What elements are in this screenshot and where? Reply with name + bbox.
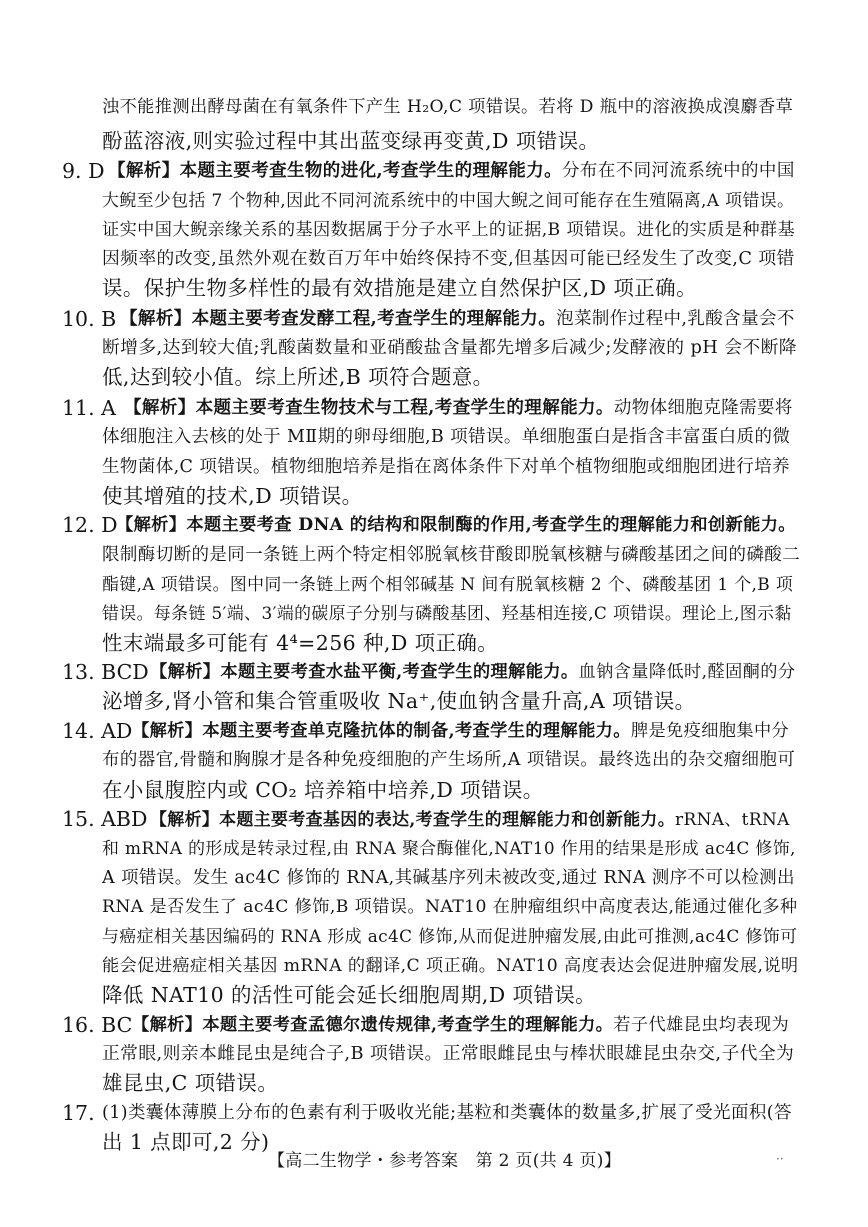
q12-line-1 (116, 510, 796, 540)
q9-line-2: 大鲵至少包括 7 个物种,因此不同河流系统中的中国大鲵之间可能存在生殖隔离,A 项错误。 (102, 190, 795, 210)
q16-line-1 (132, 1010, 789, 1040)
q15-line-2: 和 mRNA 的形成是转录过程,由 RNA 聚合酶催化,NAT10 作用的结果是形成 ac4C 修饰, (102, 838, 796, 858)
q11-number: 11. A (62, 396, 116, 420)
q16-text-1: 若子代雄昆虫均表现为 (613, 1015, 790, 1035)
q12-tag: 【解析】 (116, 515, 187, 535)
intro-line-1: 浊不能推测出酵母菌在有氧条件下产生 H₂O,C 项错误。若将 D 瓶中的溶液换成溴麝香草 (102, 97, 794, 117)
q15-number: 15. ABD (62, 807, 148, 831)
q15-line-7: 降低 NAT10 的活性可能会延长细胞周期,D 项错误。 (102, 983, 597, 1007)
q11-line-1 (124, 393, 793, 423)
q17-number: 17. (62, 1101, 95, 1125)
q9-line-4: 因频率的改变,虽然外观在数百万年中始终保持不变,但基因可能已经发生了改变,C 项错 (102, 248, 795, 269)
footer-dots: ·· (776, 1152, 784, 1166)
q13-lead: 本题主要考查水盐平衡,考查学生的理解能力。 (220, 662, 579, 682)
q10-text-1: 泡菜制作过程中,乳酸含量会不 (556, 309, 795, 329)
q10-number: 10. B (62, 307, 117, 331)
q12-line-2: 限制酶切断的是同一条链上两个特定相邻脱氧核苷酸即脱氧核糖与磷酸基团之间的磷酸二 (102, 545, 801, 565)
page-footer: 【高二生物学・参考答案 第 2 页(共 4 页)】 (268, 1151, 622, 1171)
q9-lead: 本题主要考查生物的进化,考查学生的理解能力。 (179, 161, 563, 181)
q16-tag: 【解析】 (132, 1015, 203, 1035)
q12-lead: 本题主要考查 DNA 的结构和限制酶的作用,考查学生的理解能力和创新能力。 (186, 515, 796, 535)
q11-text-1: 动物体细胞克隆需要将 (613, 398, 793, 418)
q15-line-5: 与癌症相关基因编码的 RNA 形成 ac4C 修饰,从而促进肿瘤发展,由此可推测,ac4C 修饰可 (102, 926, 798, 946)
q13-line-1 (150, 657, 795, 687)
q9-line-3: 证实中国大鲵亲缘关系的基因数据属于分子水平上的证据,B 项错误。进化的实质是种群基 (102, 220, 796, 240)
q14-text-1: 脾是免疫细胞集中分 (630, 721, 790, 741)
q11-line-3: 生物菌体,C 项错误。植物细胞培养是指在离体条件下对单个植物细胞或细胞团进行培养 (102, 457, 791, 477)
q11-lead: 本题主要考查生物技术与工程,考查学生的理解能力。 (195, 398, 614, 418)
q13-line-2: 泌增多,肾小管和集合管重吸收 Na⁺,使血钠含量升高,A 项错误。 (102, 689, 696, 713)
q9-number: 9. D (62, 159, 105, 183)
q15-line-3: A 项错误。发生 ac4C 修饰的 RNA,其碱基序列未被改变,通过 RNA 测序不可以检测出 (102, 868, 795, 888)
q14-number: 14. AD (62, 719, 133, 743)
q16-line-3: 雄昆虫,C 项错误。 (102, 1071, 279, 1095)
q14-line-2: 布的器官,骨髓和胸腺才是各种免疫细胞的产生场所,A 项错误。最终选出的杂交瘤细胞可 (102, 750, 796, 770)
q10-line-2: 断增多,达到较大值;乳酸菌数量和亚硝酸盐含量都先增多后减少;发酵液的 pH 会不断降 (102, 337, 797, 358)
q15-lead: 本题主要考查基因的表达,考查学生的理解能力和创新能力。 (219, 809, 676, 829)
q16-line-2: 正常眼,则亲本雌昆虫是纯合子,B 项错误。正常眼雌昆虫与棒状眼雄昆虫杂交,子代全为 (102, 1043, 795, 1064)
q13-number: 13. BCD (62, 660, 149, 684)
q11-tag: 【解析】 (124, 398, 196, 418)
q13-tag: 【解析】 (150, 662, 221, 682)
q15-line-6: 能会促进癌症相关基因 mRNA 的翻译,C 项正确。NAT10 高度表达会促进肿瘤发展,说明 (102, 956, 799, 976)
q17-line-1: (1)类囊体薄膜上分布的色素有利于吸收光能;基粒和类囊体的数量多,扩展了受光面积(答 (102, 1103, 792, 1123)
q13-text-1: 血钠含量降低时,醛固酮的分 (578, 662, 796, 682)
q14-lead: 本题主要考查单克隆抗体的制备,考查学生的理解能力。 (202, 721, 631, 741)
q14-line-3: 在小鼠腹腔内或 CO₂ 培养箱中培养,D 项错误。 (102, 778, 544, 802)
q10-tag: 【解析】 (120, 309, 192, 329)
q12-line-5: 性末端最多可能有 4⁴=256 种,D 项正确。 (102, 631, 499, 655)
q12-line-3: 酯键,A 项错误。图中同一条链上两个相邻碱基 N 间有脱氧核糖 2 个、磷酸基团 1 个,B 项 (102, 574, 794, 594)
q15-line-1 (150, 804, 790, 834)
q17-line-2: 出 1 点即可,2 分) (102, 1130, 270, 1154)
q16-lead: 本题主要考查孟德尔遗传规律,考查学生的理解能力。 (202, 1015, 614, 1035)
q10-lead: 本题主要考查发酵工程,考查学生的理解能力。 (191, 309, 557, 329)
q15-tag: 【解析】 (150, 809, 220, 829)
q11-line-4: 使其增殖的技术,D 项错误。 (102, 484, 363, 508)
q9-text-1: 分布在不同河流系统中的中国 (562, 161, 795, 181)
q16-number: 16. BC (62, 1013, 133, 1037)
q10-line-3: 低,达到较小值。综上所述,B 项符合题意。 (102, 365, 494, 389)
q14-tag: 【解析】 (132, 721, 203, 741)
q15-line-4: RNA 是否发生了 ac4C 修饰,B 项错误。NAT10 在肿瘤组织中高度表达,能通过催化多种 (102, 897, 798, 917)
q15-text-1: rRNA、tRNA (675, 809, 790, 829)
q12-line-4: 错误。每条链 5′端、3′端的碳原子分别与磷酸基团、羟基相连接,C 项错误。理论上,图示黏 (102, 603, 792, 623)
q10-line-1 (120, 304, 795, 334)
q9-tag: 【解析】 (108, 161, 180, 181)
q14-line-1 (132, 716, 789, 746)
q9-line-1 (108, 156, 795, 186)
q9-line-5: 误。保护生物多样性的最有效措施是建立自然保护区,D 项正确。 (102, 276, 697, 300)
intro-line-2: 酚蓝溶液,则实验过程中其出蓝变绿再变黄,D 项错误。 (102, 129, 600, 153)
q11-line-2: 体细胞注入去核的处于 MⅡ期的卵母细胞,B 项错误。单细胞蛋白是指含丰富蛋白质的微 (102, 427, 791, 447)
q12-number: 12. D (62, 513, 118, 537)
